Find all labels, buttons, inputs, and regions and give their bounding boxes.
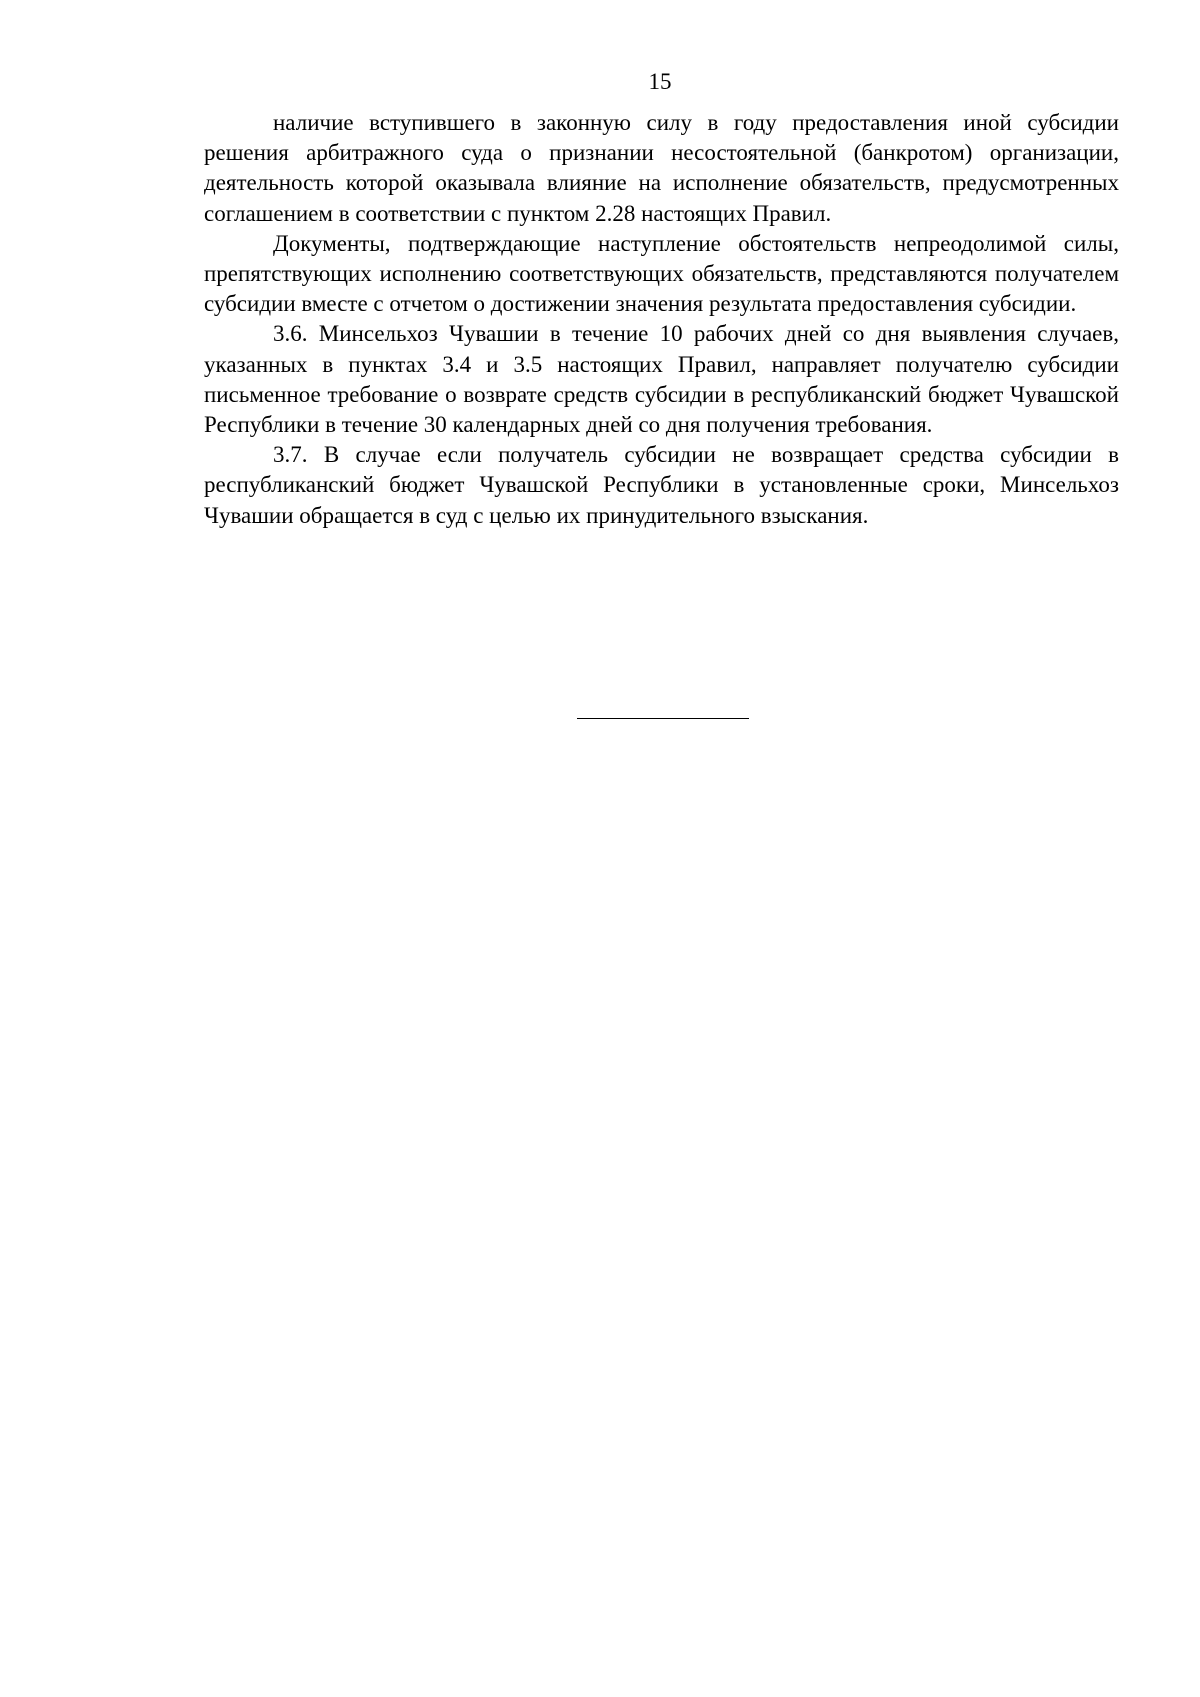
- paragraph-force-majeure-documents: Документы, подтверждающие наступление обстоятельств непреодолимой силы, препятствующих исполнению соответствующих обязательств, представляются получателем субсидии вместе с отчетом о достижении значения результата предоставления субсидии.: [204, 230, 1119, 317]
- page-number: 15: [648, 69, 672, 94]
- document-body: [204, 108, 1119, 531]
- end-separator-line: [577, 718, 749, 719]
- paragraph-3-7-court-recovery: 3.7. В случае если получатель субсидии не возвращает средства субсидии в республиканский бюджет Чувашской Республики в установленные сроки, Минсельхоз Чувашии обращается в суд с целью их принудительного взыскания.: [204, 442, 1119, 528]
- paragraph-3-6-refund-demand: 3.6. Минсельхоз Чувашии в течение 10 рабочих дней со дня выявления случаев, указанных в пунктах 3.4 и 3.5 настоящих Правил, направляет получателю субсидии письменное требование о возврате средств субсидии в республиканский бюджет Чувашской Республики в течение 30 календарных дней со дня получения требования.: [204, 321, 1119, 438]
- paragraph-bankruptcy-condition: наличие вступившего в законную силу в году предоставления иной субсидии решения арбитражного суда о признании несостоятельной (банкротом) организации, деятельность которой оказывала влияние на исполнение обязательств, предусмотренных соглашением в соответствии с пунктом 2.28 настоящих Правил.: [204, 110, 1119, 226]
